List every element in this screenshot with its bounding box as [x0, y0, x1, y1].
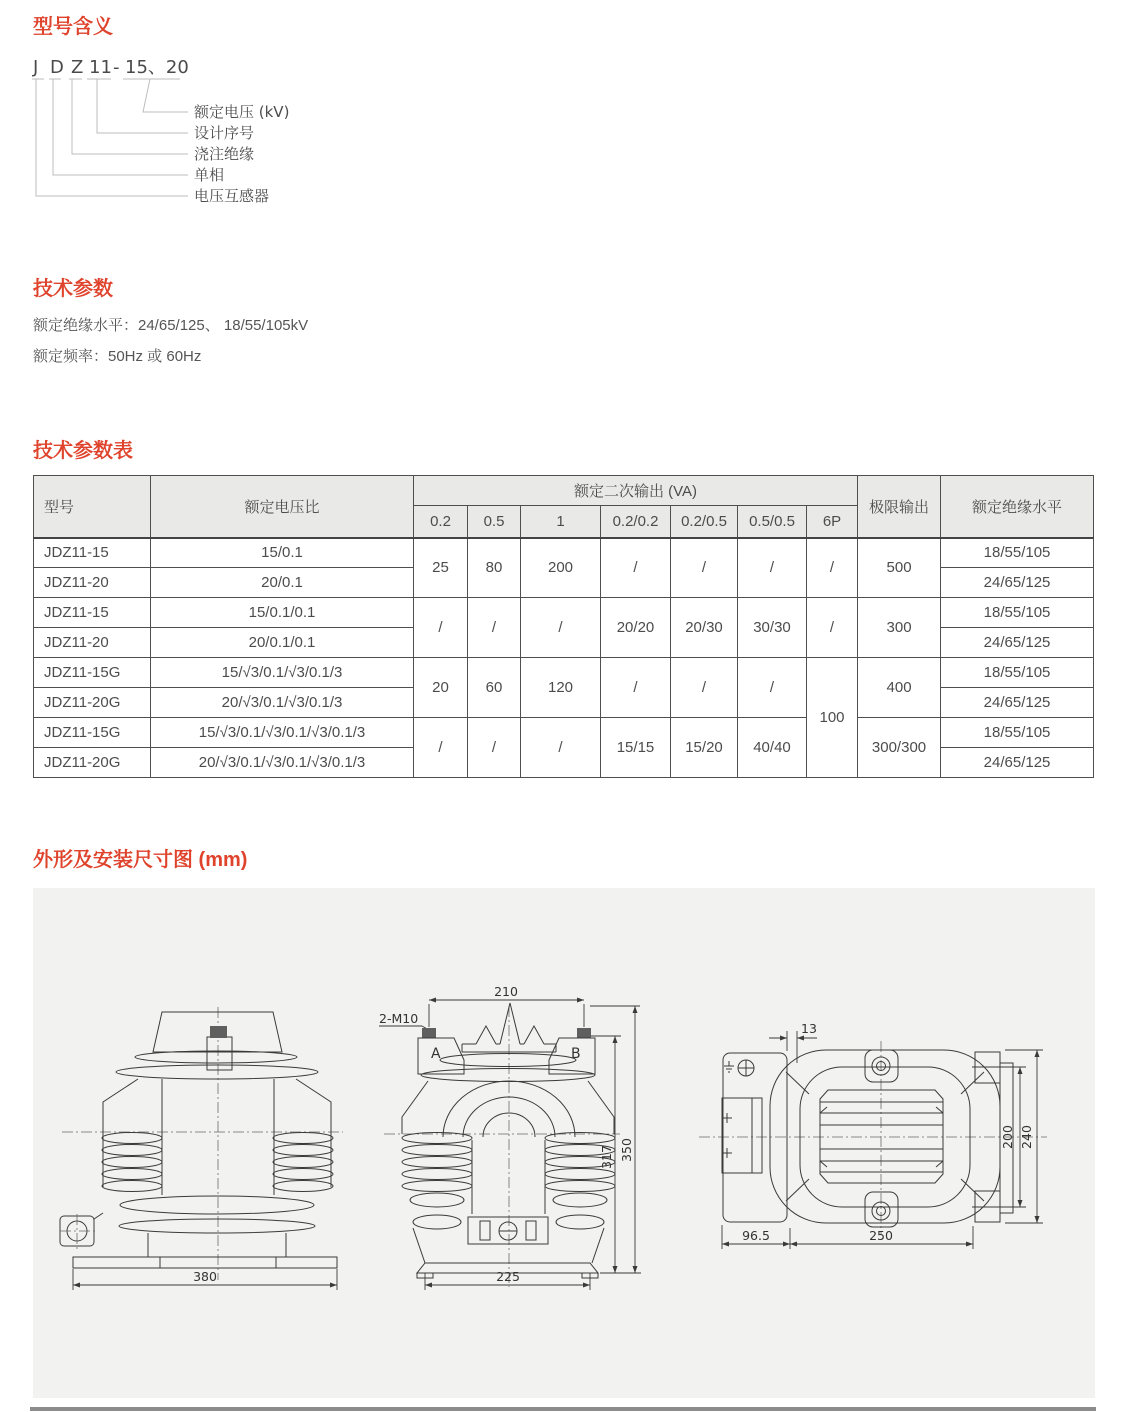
cell-output: 20	[414, 658, 468, 718]
cell-output: /	[601, 538, 671, 598]
cell-output: 200	[521, 538, 601, 598]
cell-output: /	[414, 598, 468, 658]
cell-output: /	[738, 538, 807, 598]
cell-output: 60	[468, 658, 521, 718]
section-heading-model-meaning: 型号含义	[33, 16, 113, 38]
cell-output: 15/20	[671, 718, 738, 778]
model-code-serial: 11	[89, 57, 112, 78]
spec-table	[33, 475, 1094, 778]
model-code-ratings: 15、20	[125, 57, 189, 78]
cell-model: JDZ11-15	[34, 598, 151, 628]
dim-96-5: 96.5	[742, 1228, 770, 1243]
cell-limit: 400	[858, 658, 941, 718]
cell-output: /	[671, 538, 738, 598]
param-rated-frequency: 额定频率：50Hz 或 60Hz	[33, 348, 202, 365]
col-header-class: 0.2/0.2	[601, 506, 671, 538]
cell-insulation: 18/55/105	[941, 658, 1094, 688]
bolt-spec-label: 2-M10	[379, 1011, 419, 1026]
cell-output: 40/40	[738, 718, 807, 778]
cell-output: /	[521, 598, 601, 658]
cell-ratio: 15/√3/0.1/√3/0.1/3	[151, 658, 414, 688]
cell-output: /	[468, 718, 521, 778]
top-view-drawing	[695, 1015, 1080, 1285]
col-header-class: 1	[521, 506, 601, 538]
cell-6p: /	[807, 538, 858, 598]
param-insulation-level: 额定绝缘水平：24/65/125、 18/55/105kV	[33, 317, 309, 334]
cell-insulation: 24/65/125	[941, 688, 1094, 718]
front-view-drawing	[60, 995, 345, 1295]
dim-225: 225	[496, 1269, 520, 1284]
table-row	[34, 538, 1094, 568]
cell-insulation: 24/65/125	[941, 748, 1094, 778]
dim-240: 240	[1019, 1125, 1034, 1149]
model-code-legend	[30, 55, 590, 215]
dim-200: 200	[1000, 1125, 1015, 1149]
col-header-class: 0.5/0.5	[738, 506, 807, 538]
model-code-dash: -	[113, 57, 120, 78]
earth-ground-icon	[724, 1061, 734, 1072]
col-header-class: 0.2	[414, 506, 468, 538]
cell-output: 30/30	[738, 598, 807, 658]
table-row	[34, 658, 1094, 688]
cell-output: /	[521, 718, 601, 778]
cell-output: 20/30	[671, 598, 738, 658]
cell-output: 120	[521, 658, 601, 718]
cell-insulation: 18/55/105	[941, 538, 1094, 568]
cell-limit: 500	[858, 538, 941, 598]
dim-250: 250	[869, 1228, 893, 1243]
cell-ratio: 20/0.1	[151, 568, 414, 598]
cell-6p: /	[807, 598, 858, 658]
cell-ratio: 20/0.1/0.1	[151, 628, 414, 658]
cell-output: /	[468, 598, 521, 658]
side-view-drawing	[378, 982, 673, 1312]
legend-label-voltage-transformer: 电压互感器	[194, 187, 270, 205]
section-heading-spec-table: 技术参数表	[33, 440, 133, 462]
terminal-b-label: B	[571, 1046, 581, 1062]
cell-output: /	[671, 658, 738, 718]
col-header-insulation: 额定绝缘水平	[941, 476, 1094, 538]
cell-ratio: 15/√3/0.1/√3/0.1/√3/0.1/3	[151, 718, 414, 748]
cell-output: /	[601, 658, 671, 718]
cell-model: JDZ11-20G	[34, 748, 151, 778]
col-header-limit-output: 极限输出	[858, 476, 941, 538]
cell-insulation: 24/65/125	[941, 568, 1094, 598]
cell-insulation: 24/65/125	[941, 628, 1094, 658]
cell-model: JDZ11-15G	[34, 718, 151, 748]
cell-output: 20/20	[601, 598, 671, 658]
cell-insulation: 18/55/105	[941, 598, 1094, 628]
dim-380: 380	[193, 1269, 217, 1284]
cell-insulation: 18/55/105	[941, 718, 1094, 748]
cell-model: JDZ11-15G	[34, 658, 151, 688]
legend-label-cast-insulation: 浇注绝缘	[194, 145, 255, 163]
cell-model: JDZ11-20	[34, 628, 151, 658]
section-heading-dimensions: 外形及安装尺寸图 (mm)	[33, 849, 248, 871]
cell-6p: 100	[807, 658, 858, 778]
legend-label-rated-voltage: 额定电压 (kV)	[194, 103, 290, 121]
dim-210: 210	[494, 984, 518, 999]
model-code-letter: D	[50, 57, 64, 78]
cell-model: JDZ11-20	[34, 568, 151, 598]
col-header-class: 0.2/0.5	[671, 506, 738, 538]
cell-ratio: 15/0.1/0.1	[151, 598, 414, 628]
col-header-class: 0.5	[468, 506, 521, 538]
cell-ratio: 20/√3/0.1/√3/0.1/√3/0.1/3	[151, 748, 414, 778]
model-code-letter: Z	[71, 57, 84, 78]
cell-output: 15/15	[601, 718, 671, 778]
table-row	[34, 718, 1094, 748]
cell-limit: 300/300	[858, 718, 941, 778]
section-heading-tech-params: 技术参数	[33, 278, 113, 300]
cell-output: 25	[414, 538, 468, 598]
cell-model: JDZ11-15	[34, 538, 151, 568]
col-header-secondary-output: 额定二次输出 (VA)	[414, 476, 858, 506]
col-header-class: 6P	[807, 506, 858, 538]
cell-output: 80	[468, 538, 521, 598]
drawings-panel	[33, 888, 1095, 1398]
cell-ratio: 15/0.1	[151, 538, 414, 568]
terminal-a-label: A	[431, 1046, 441, 1062]
cell-output: /	[414, 718, 468, 778]
col-header-model: 型号	[34, 476, 151, 538]
dim-317: 317	[599, 1145, 614, 1169]
model-code-letter: J	[33, 57, 39, 78]
cell-limit: 300	[858, 598, 941, 658]
dim-350: 350	[619, 1138, 634, 1162]
section-divider-bar	[30, 1407, 1096, 1411]
dim-13: 13	[801, 1021, 817, 1036]
cell-ratio: 20/√3/0.1/√3/0.1/3	[151, 688, 414, 718]
legend-label-design-serial: 设计序号	[194, 124, 255, 142]
cell-model: JDZ11-20G	[34, 688, 151, 718]
col-header-ratio: 额定电压比	[151, 476, 414, 538]
legend-label-single-phase: 单相	[194, 166, 225, 184]
cell-output: /	[738, 658, 807, 718]
table-row	[34, 598, 1094, 628]
